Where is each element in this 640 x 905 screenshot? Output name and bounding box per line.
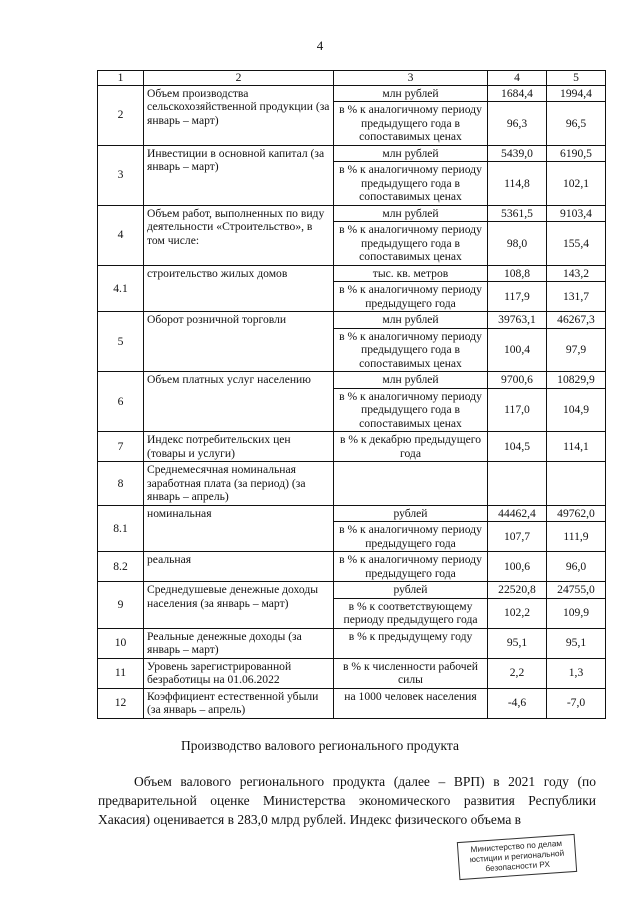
value-col4: 104,5 (488, 432, 547, 462)
unit-cell: в % к аналогичному периоду предыдущего года в сопоставимых ценах (334, 162, 488, 206)
column-header: 2 (144, 71, 334, 86)
indicator-name: Индекс потребительских цен (товары и услуги) (144, 432, 334, 462)
indicator-name: Среднемесячная номинальная заработная плата (за период) (за январь – апрель) (144, 462, 334, 506)
unit-cell: в % к аналогичному периоду предыдущего года в сопоставимых ценах (334, 102, 488, 146)
value-col5: 114,1 (547, 432, 606, 462)
indicator-name: Среднедушевые денежные доходы населения (за январь – март) (144, 582, 334, 629)
value-col5: 143,2 (547, 265, 606, 282)
value-col4 (488, 462, 547, 506)
value-col5: 97,9 (547, 328, 606, 372)
value-col4: 96,3 (488, 102, 547, 146)
table-row (98, 432, 606, 462)
statistics-table (97, 70, 606, 719)
unit-cell: млн рублей (334, 205, 488, 222)
unit-cell (334, 462, 488, 506)
unit-cell: млн рублей (334, 312, 488, 329)
value-col4: 117,0 (488, 388, 547, 432)
value-col4: 1684,4 (488, 85, 547, 102)
value-col5: 96,0 (547, 552, 606, 582)
row-number: 10 (98, 628, 144, 658)
column-header: 5 (547, 71, 606, 86)
row-number: 8.1 (98, 505, 144, 552)
section-title: Производство валового регионального продукта (181, 738, 459, 753)
value-col5: 10829,9 (547, 372, 606, 389)
value-col5: 1,3 (547, 658, 606, 688)
value-col4: 5361,5 (488, 205, 547, 222)
unit-cell: млн рублей (334, 372, 488, 389)
unit-cell: в % к аналогичному периоду предыдущего года в сопоставимых ценах (334, 388, 488, 432)
row-number: 3 (98, 145, 144, 205)
unit-cell: в % к аналогичному периоду предыдущего года в сопоставимых ценах (334, 328, 488, 372)
value-col4: 114,8 (488, 162, 547, 206)
row-number: 12 (98, 688, 144, 718)
table-row (98, 462, 606, 506)
row-number: 9 (98, 582, 144, 629)
unit-cell: в % к предыдущему году (334, 628, 488, 658)
indicator-name: реальная (144, 552, 334, 582)
unit-cell: рублей (334, 582, 488, 599)
page-number: 4 (316, 38, 324, 53)
indicator-name: Объем платных услуг населению (144, 372, 334, 432)
unit-cell: в % к декабрю предыдущего года (334, 432, 488, 462)
table-row (98, 312, 606, 329)
row-number: 7 (98, 432, 144, 462)
column-header: 4 (488, 71, 547, 86)
value-col4: 9700,6 (488, 372, 547, 389)
row-number: 11 (98, 658, 144, 688)
indicator-name: Уровень зарегистрированной безработицы на 01.06.2022 (144, 658, 334, 688)
table-row (98, 552, 606, 582)
row-number: 8 (98, 462, 144, 506)
table-row (98, 205, 606, 222)
header-row (98, 71, 606, 86)
table-row (98, 85, 606, 102)
indicator-name: Оборот розничной торговли (144, 312, 334, 372)
indicator-name: Объем производства сельскохозяйственной продукции (за январь – март) (144, 85, 334, 145)
value-col5: 111,9 (547, 522, 606, 552)
value-col5: 96,5 (547, 102, 606, 146)
indicator-name: Реальные денежные доходы (за январь – март) (144, 628, 334, 658)
row-number: 6 (98, 372, 144, 432)
unit-cell: в % к аналогичному периоду предыдущего года (334, 552, 488, 582)
unit-cell: в % к аналогичному периоду предыдущего года (334, 522, 488, 552)
value-col4: -4,6 (488, 688, 547, 718)
indicator-name: Инвестиции в основной капитал (за январь – март) (144, 145, 334, 205)
row-number: 4 (98, 205, 144, 265)
value-col4: 5439,0 (488, 145, 547, 162)
value-col5: 46267,3 (547, 312, 606, 329)
table-row (98, 658, 606, 688)
table-row (98, 628, 606, 658)
value-col5: 24755,0 (547, 582, 606, 599)
value-col4: 117,9 (488, 282, 547, 312)
table-row (98, 372, 606, 389)
unit-cell: в % к соответствующему периоду предыдущего года (334, 598, 488, 628)
unit-cell: рублей (334, 505, 488, 522)
table-row (98, 265, 606, 282)
value-col5: -7,0 (547, 688, 606, 718)
value-col5: 95,1 (547, 628, 606, 658)
row-number: 2 (98, 85, 144, 145)
value-col5: 131,7 (547, 282, 606, 312)
unit-cell: в % к аналогичному периоду предыдущего года (334, 282, 488, 312)
unit-cell: на 1000 человек населения (334, 688, 488, 718)
row-number: 8.2 (98, 552, 144, 582)
table-row (98, 582, 606, 599)
indicator-name: строительство жилых домов (144, 265, 334, 312)
value-col5: 6190,5 (547, 145, 606, 162)
unit-cell: млн рублей (334, 85, 488, 102)
value-col5 (547, 462, 606, 506)
value-col5: 1994,4 (547, 85, 606, 102)
value-col5: 104,9 (547, 388, 606, 432)
value-col5: 102,1 (547, 162, 606, 206)
unit-cell: тыс. кв. метров (334, 265, 488, 282)
value-col4: 44462,4 (488, 505, 547, 522)
value-col4: 108,8 (488, 265, 547, 282)
value-col4: 98,0 (488, 222, 547, 266)
table-row (98, 145, 606, 162)
table-row (98, 688, 606, 718)
indicator-name: номинальная (144, 505, 334, 552)
column-header: 1 (98, 71, 144, 86)
row-number: 4.1 (98, 265, 144, 312)
value-col4: 95,1 (488, 628, 547, 658)
row-number: 5 (98, 312, 144, 372)
value-col4: 22520,8 (488, 582, 547, 599)
value-col4: 107,7 (488, 522, 547, 552)
value-col4: 102,2 (488, 598, 547, 628)
value-col5: 109,9 (547, 598, 606, 628)
body-paragraph: Объем валового регионального продукта (далее – ВРП) в 2021 году (по предварительной оценке Министерства экономического развития Республики Хакасия) оценивается в 283,0 млрд рублей. Индекс физического объема в (98, 774, 596, 827)
value-col4: 100,6 (488, 552, 547, 582)
value-col4: 39763,1 (488, 312, 547, 329)
value-col5: 9103,4 (547, 205, 606, 222)
unit-cell: в % к аналогичному периоду предыдущего года в сопоставимых ценах (334, 222, 488, 266)
value-col4: 2,2 (488, 658, 547, 688)
indicator-name: Объем работ, выполненных по виду деятельности «Строительство», в том числе: (144, 205, 334, 265)
registration-stamp: Министерство по делам юстиции и региональной безопасности РХ (457, 834, 577, 880)
unit-cell: млн рублей (334, 145, 488, 162)
table-row (98, 505, 606, 522)
value-col5: 155,4 (547, 222, 606, 266)
indicator-name: Коэффициент естественной убыли (за январь – апрель) (144, 688, 334, 718)
column-header: 3 (334, 71, 488, 86)
value-col5: 49762,0 (547, 505, 606, 522)
value-col4: 100,4 (488, 328, 547, 372)
unit-cell: в % к численности рабочей силы (334, 658, 488, 688)
